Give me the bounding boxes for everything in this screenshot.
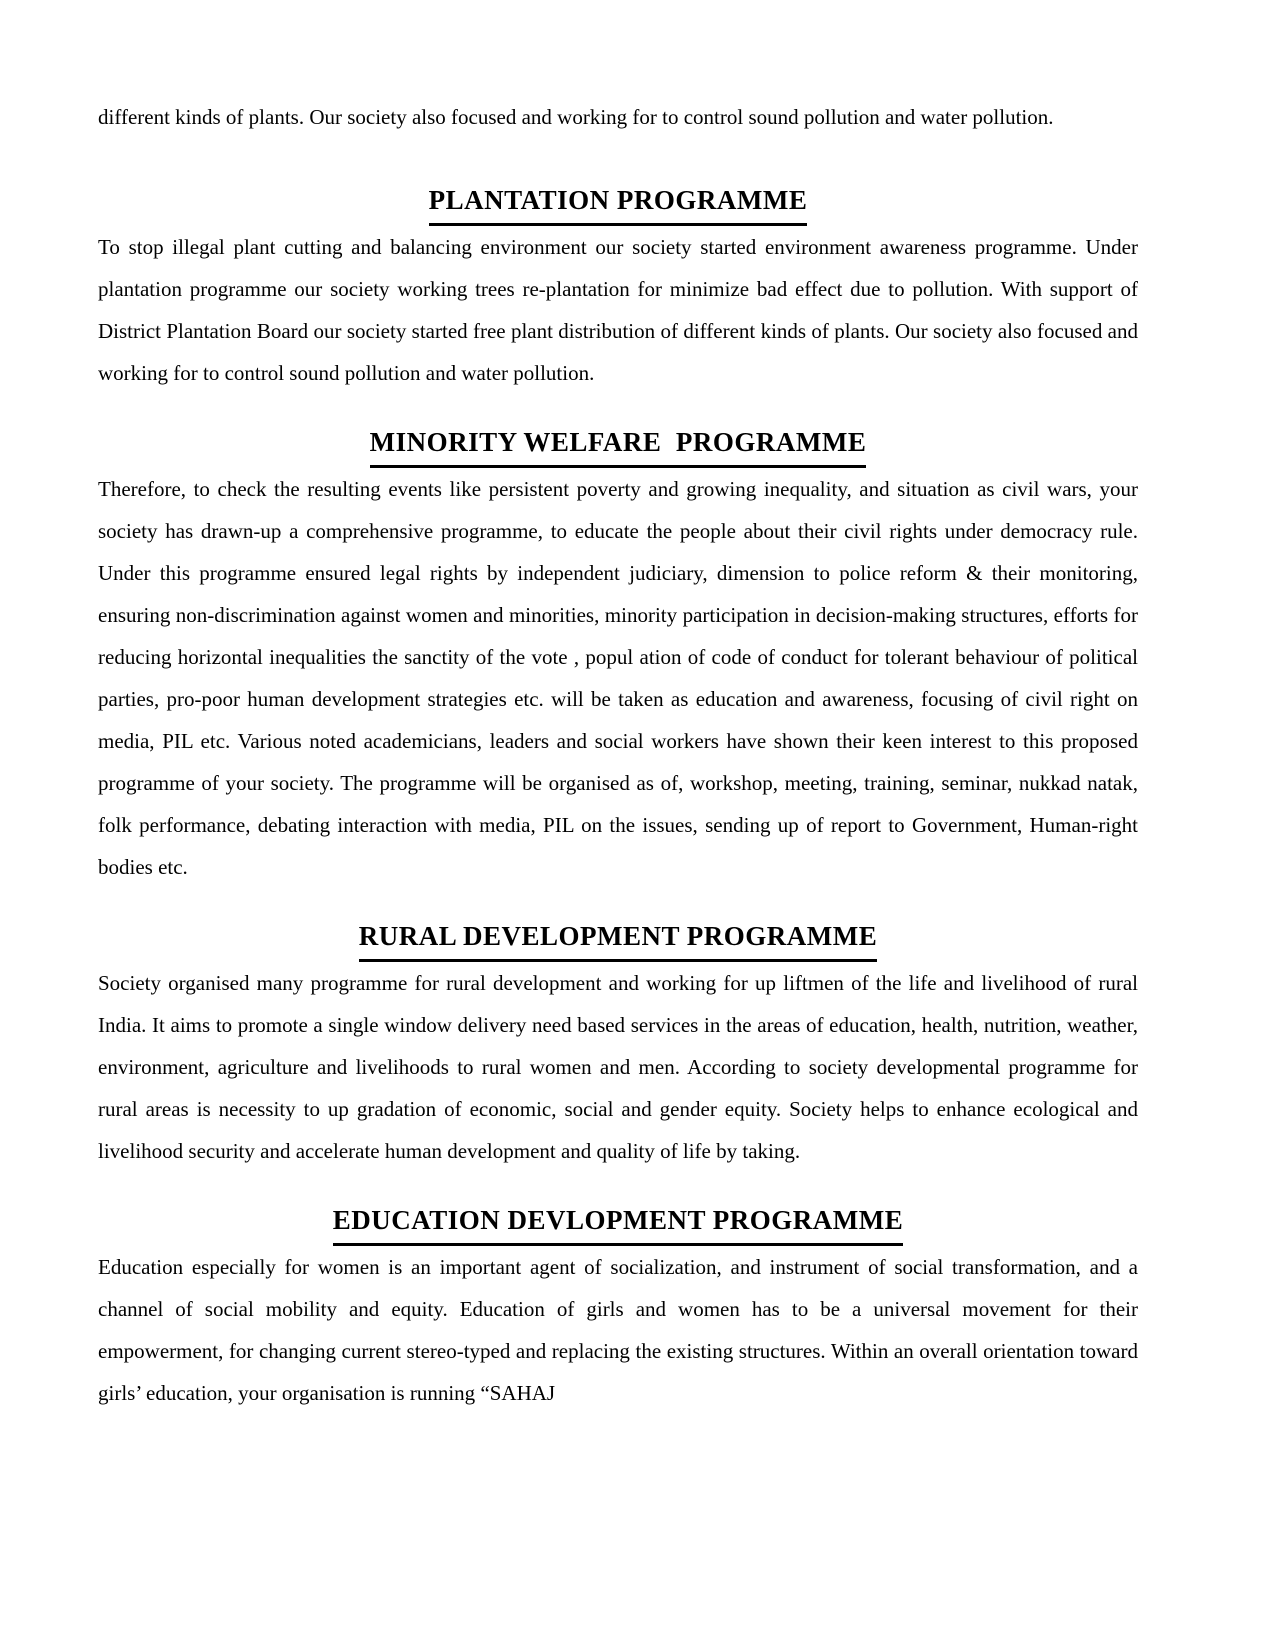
section-rural-development-programme [98, 914, 1138, 1172]
section-heading-text: PLANTATION PROGRAMME [429, 178, 808, 226]
section-heading-minority-welfare-programme [98, 420, 1138, 468]
paragraph-plantation-programme: To stop illegal plant cutting and balancing environment our society started environment awareness programme. Under plantation programme our society working trees re-plantation for minimize bad effect due to pollution. With support of District Plantation Board our society started free plant distribution of different kinds of plants. Our society also focused and working for to control sound pollution and water pollution. [98, 235, 1138, 385]
paragraph-continued-from-previous-page: different kinds of plants. Our society also focused and working for to control sound pollution and water pollution. [98, 105, 1054, 129]
section-heading-text: RURAL DEVELOPMENT PROGRAMME [359, 914, 878, 962]
section-minority-welfare-programme [98, 420, 1138, 888]
section-heading-plantation-programme [98, 178, 1138, 226]
paragraph-rural-development-programme: Society organised many programme for rural development and working for up liftmen of the life and livelihood of rural India. It aims to promote a single window delivery need based services in the areas of education, health, nutrition, weather, environment, agriculture and livelihoods to rural women and men. According to society developmental programme for rural areas is necessity to up gradation of economic, social and gender equity. Society helps to enhance ecological and livelihood security and accelerate human development and quality of life by taking. [98, 971, 1138, 1163]
section-heading-education-development-programme [98, 1198, 1138, 1246]
section-heading-text: MINORITY WELFARE PROGRAMME [370, 420, 867, 468]
paragraph-education-development-programme: Education especially for women is an important agent of socialization, and instrument of social transformation, and a channel of social mobility and equity. Education of girls and women has to be a universal movement for their empowerment, for changing current stereo-typed and replacing the existing structures. Within an overall orientation toward girls’ education, your organisation is running “SAHAJ [98, 1255, 1138, 1405]
section-plantation-programme [98, 178, 1138, 394]
section-heading-rural-development-programme [98, 914, 1138, 962]
section-education-development-programme [98, 1198, 1138, 1414]
section-heading-text: EDUCATION DEVLOPMENT PROGRAMME [333, 1198, 904, 1246]
paragraph-minority-welfare-programme: Therefore, to check the resulting events like persistent poverty and growing inequality, and situation as civil wars, your society has drawn-up a comprehensive programme, to educate the people about their civil rights under democracy rule. Under this programme ensured legal rights by independent judiciary, dimension to police reform & their monitoring, ensuring non-discrimination against women and minorities, minority participation in decision-making structures, efforts for reducing horizontal inequalities the sanctity of the vote , popul ation of code of conduct for tolerant behaviour of political parties, pro-poor human development strategies etc. will be taken as education and awareness, focusing of civil right on media, PIL etc. Various noted academicians, leaders and social workers have shown their keen interest to this proposed programme of your society. The programme will be organised as of, workshop, meeting, training, seminar, nukkad natak, folk performance, debating interaction with media, PIL on the issues, sending up of report to Government, Human-right bodies etc. [98, 477, 1138, 879]
